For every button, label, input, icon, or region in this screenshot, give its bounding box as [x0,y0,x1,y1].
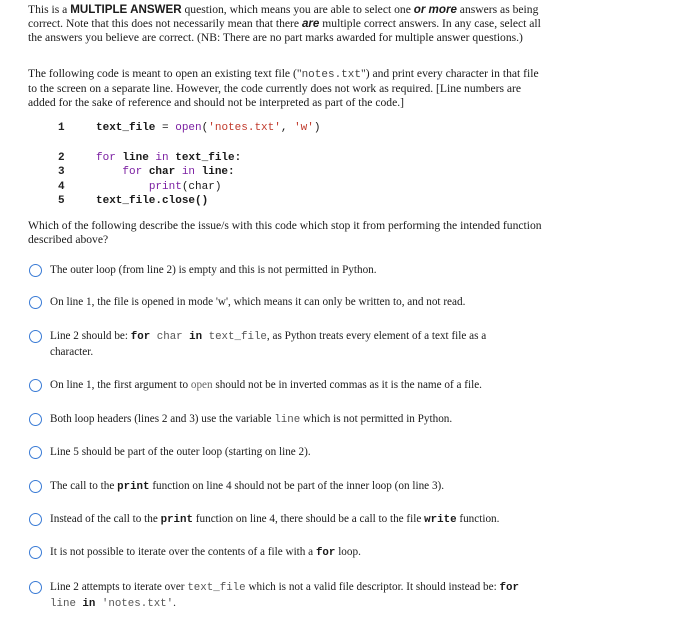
code-line-4 [58,180,498,194]
code-token: char [142,166,182,178]
filename-code: notes.txt [301,69,361,81]
code-token: in [189,331,203,343]
code-token: text_file: [168,152,242,164]
option-label: The outer loop (from line 2) is empty and this is not permitted in Python. [50,264,377,276]
code-token: in [155,152,169,164]
option-text: function. [456,513,500,525]
code-token: print [160,514,193,526]
answer-option-8[interactable] [29,512,549,528]
answer-option-5[interactable] [29,412,549,428]
code-token: print [148,181,182,193]
option-label: Line 5 should be part of the outer loop (starting on line 2). [50,446,311,458]
answer-option-3[interactable] [29,329,549,360]
radio-button-icon[interactable] [29,330,42,343]
code-token: text_file.close() [96,195,209,207]
answer-option-10[interactable] [29,580,549,612]
option-text: which is not permitted in Python. [300,413,453,425]
code-line-5 [58,194,498,208]
line-number: 5 [58,195,65,207]
code-token: for [130,331,151,343]
code-token: text_file [202,331,267,343]
answer-option-2[interactable] [29,295,549,310]
intro-paragraph [28,3,548,45]
code-token: print [117,481,150,493]
code-line-1 [58,121,498,135]
option-text: Line 2 attempts to iterate over [50,581,188,593]
code-token: , [280,122,295,134]
code-token: ) [313,122,321,134]
option-text: , as Python treats every element of a text file as a character. [50,330,487,358]
code-token: line [50,598,83,610]
code-token: for [499,582,519,594]
answer-option-7[interactable] [29,479,549,495]
code-line-2 [58,151,498,165]
code-token: line: [195,166,235,178]
code-token: in [82,598,96,610]
code-token: 'w' [294,122,314,134]
radio-button-icon[interactable] [29,546,42,559]
description-text: The following code is meant to open an existing text file (" [28,67,302,80]
or-more-emphasis: or more [413,3,457,16]
intro-text: question, which means you are able to select one [181,3,414,16]
line-number: 2 [58,152,65,164]
code-token: char [150,331,190,343]
option-text: . [173,597,176,609]
multiple-answer-label: MULTIPLE ANSWER [70,3,182,16]
question-text: Which of the following describe the issue/s with this code which stop it from performing the intended function described above? [28,219,542,246]
code-token: ( [201,122,209,134]
option-text: function on line 4 should not be part of the inner loop (on line 3). [149,480,445,492]
answer-option-1[interactable] [29,263,549,278]
code-token: in [181,166,196,178]
option-text: It is not possible to iterate over the contents of a file with a [50,546,316,558]
option-label [50,378,482,393]
radio-button-icon[interactable] [29,379,42,392]
code-token: text_file [96,122,156,134]
code-token: line [274,414,301,426]
radio-button-icon[interactable] [29,446,42,459]
option-text: function on line 4, there should be a call to the file [193,513,425,525]
line-number: 3 [58,166,65,178]
code-token: = [155,122,176,134]
option-text: Both loop headers (lines 2 and 3) use the variable [50,413,275,425]
code-token: write [424,514,457,526]
option-label [50,580,549,612]
option-label [50,545,361,561]
description-text: ") and print every character in that file to the screen on a separate line. However, the code currently does not work as required. [Line numbers are added for the sake of reference and should not be interpreted as part of the code.] [28,67,539,109]
code-token: text_file [187,582,246,594]
option-text: loop. [335,546,361,558]
code-token: (char) [181,181,222,193]
line-number: 1 [58,122,65,134]
option-text: should not be in inverted commas as it is the name of a file. [212,379,482,391]
answer-option-4[interactable] [29,378,549,393]
description-paragraph [28,67,548,110]
code-token: open [175,122,202,134]
intro-text: multiple correct answers. In any case, select all the answers you believe are correct. (NB: There are no part marks awarded for multiple answer questions.) [28,17,541,44]
radio-button-icon[interactable] [29,480,42,493]
intro-text: answers as being correct. Note that this does not necessarily mean that there [28,3,539,30]
option-text: On line 1, the first argument to [50,379,191,391]
radio-button-icon[interactable] [29,296,42,309]
option-label [50,512,499,528]
option-label [50,329,530,360]
code-token: for [122,166,143,178]
code-token: 'notes.txt' [208,122,281,134]
code-token: for [315,547,336,559]
code-token: line [115,152,156,164]
code-token: open [190,379,213,391]
radio-button-icon[interactable] [29,264,42,277]
radio-button-icon[interactable] [29,581,42,594]
option-text: Line 2 should be: [50,330,131,342]
code-line-3 [58,165,498,179]
intro-text: This is a [28,3,71,16]
option-label [50,412,452,428]
option-label [50,479,444,495]
line-number: 4 [58,181,65,193]
code-token: 'notes.txt' [95,598,174,610]
option-text: which is not a valid file descriptor. It should instead be: [245,581,500,593]
answer-option-9[interactable] [29,545,549,561]
option-text: The call to the [50,480,118,492]
option-label: On line 1, the file is opened in mode 'w', which means it can only be written to, and not read. [50,296,466,308]
code-token: for [96,152,116,164]
answer-option-6[interactable] [29,445,549,460]
radio-button-icon[interactable] [29,413,42,426]
radio-button-icon[interactable] [29,513,42,526]
are-emphasis: are [301,17,320,30]
option-text: Instead of the call to the [50,513,161,525]
